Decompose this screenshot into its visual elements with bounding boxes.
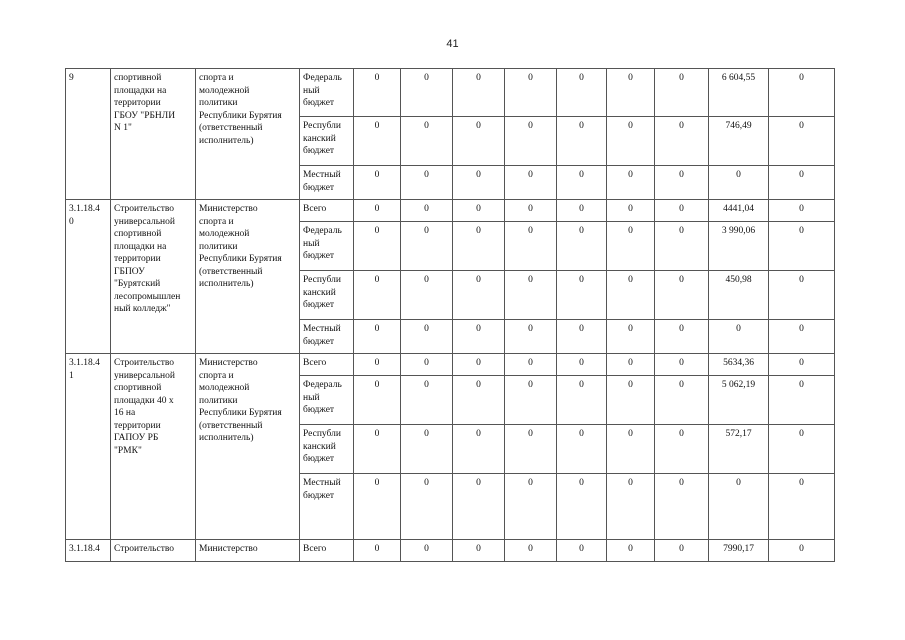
- value-cell: 0: [505, 117, 557, 166]
- value-cell: 3 990,06: [709, 222, 769, 271]
- value-cell: 0: [655, 222, 709, 271]
- value-cell: 0: [607, 166, 655, 200]
- value-cell: 0: [709, 474, 769, 540]
- value-cell: 0: [354, 376, 401, 425]
- row-code: 3.1.18.4: [66, 540, 111, 562]
- value-cell: 0: [607, 354, 655, 376]
- value-cell: 0: [354, 200, 401, 222]
- table-row: [66, 540, 835, 562]
- value-cell: 0: [505, 271, 557, 320]
- value-cell: 0: [354, 166, 401, 200]
- value-cell: 0: [769, 271, 835, 320]
- value-cell: 0: [709, 166, 769, 200]
- value-cell: 0: [655, 354, 709, 376]
- value-cell: 0: [354, 117, 401, 166]
- value-cell: 0: [401, 425, 453, 474]
- funding-source: Всего: [300, 540, 354, 562]
- value-cell: 0: [505, 166, 557, 200]
- value-cell: 0: [607, 425, 655, 474]
- value-cell: 0: [505, 376, 557, 425]
- funding-source: Федераль ный бюджет: [300, 376, 354, 425]
- value-cell: 0: [769, 222, 835, 271]
- value-cell: 0: [655, 69, 709, 117]
- value-cell: 0: [453, 320, 505, 354]
- value-cell: 0: [557, 474, 607, 540]
- row-executor: Министерство: [196, 540, 300, 562]
- value-cell: 572,17: [709, 425, 769, 474]
- value-cell: 0: [557, 376, 607, 425]
- value-cell: 0: [453, 376, 505, 425]
- value-cell: 0: [401, 354, 453, 376]
- value-cell: 0: [557, 425, 607, 474]
- funding-source: Республи канский бюджет: [300, 117, 354, 166]
- value-cell: 0: [769, 354, 835, 376]
- row-executor: Министерство спорта и молодежной политики Республики Бурятия (ответственный исполнитель): [196, 354, 300, 540]
- page-number: 41: [446, 38, 459, 50]
- value-cell: 0: [607, 117, 655, 166]
- value-cell: 0: [453, 474, 505, 540]
- value-cell: 0: [505, 320, 557, 354]
- value-cell: 0: [401, 540, 453, 562]
- value-cell: 6 604,55: [709, 69, 769, 117]
- funding-source: Республи канский бюджет: [300, 425, 354, 474]
- budget-table: [65, 68, 835, 562]
- value-cell: 0: [655, 117, 709, 166]
- value-cell: 0: [655, 320, 709, 354]
- value-cell: 0: [354, 222, 401, 271]
- value-cell: 0: [655, 425, 709, 474]
- value-cell: 0: [607, 69, 655, 117]
- value-cell: 0: [769, 200, 835, 222]
- value-cell: 0: [769, 474, 835, 540]
- value-cell: 0: [401, 166, 453, 200]
- row-name: Строительство универсальной спортивной площадки 40 x 16 на территории ГАПОУ РБ "РМК": [111, 354, 196, 540]
- value-cell: 450,98: [709, 271, 769, 320]
- value-cell: 0: [655, 200, 709, 222]
- table-row: [66, 200, 835, 222]
- value-cell: 0: [505, 222, 557, 271]
- value-cell: 0: [607, 200, 655, 222]
- value-cell: 0: [401, 474, 453, 540]
- value-cell: 0: [505, 474, 557, 540]
- funding-source: Всего: [300, 354, 354, 376]
- value-cell: 0: [354, 540, 401, 562]
- value-cell: 0: [401, 200, 453, 222]
- value-cell: 0: [607, 320, 655, 354]
- value-cell: 0: [453, 69, 505, 117]
- value-cell: 0: [655, 166, 709, 200]
- value-cell: 0: [655, 271, 709, 320]
- value-cell: 0: [453, 425, 505, 474]
- value-cell: 0: [453, 166, 505, 200]
- funding-source: Федераль ный бюджет: [300, 222, 354, 271]
- value-cell: 0: [453, 117, 505, 166]
- value-cell: 0: [655, 540, 709, 562]
- value-cell: 0: [607, 222, 655, 271]
- funding-source: Федераль ный бюджет: [300, 69, 354, 117]
- value-cell: 0: [354, 474, 401, 540]
- value-cell: 0: [505, 200, 557, 222]
- funding-source: Местный бюджет: [300, 166, 354, 200]
- value-cell: 0: [505, 354, 557, 376]
- value-cell: 0: [453, 540, 505, 562]
- value-cell: 0: [354, 425, 401, 474]
- value-cell: 0: [557, 271, 607, 320]
- value-cell: 0: [769, 425, 835, 474]
- value-cell: 0: [709, 320, 769, 354]
- value-cell: 0: [557, 200, 607, 222]
- value-cell: 4441,04: [709, 200, 769, 222]
- value-cell: 0: [401, 271, 453, 320]
- table-row: [66, 354, 835, 376]
- row-code: 3.1.18.4 1: [66, 354, 111, 540]
- value-cell: 0: [505, 69, 557, 117]
- value-cell: 0: [769, 376, 835, 425]
- row-code: 9: [66, 69, 111, 200]
- value-cell: 0: [505, 540, 557, 562]
- row-name: спортивной площадки на территории ГБОУ "РБНЛИ N 1": [111, 69, 196, 200]
- value-cell: 0: [557, 222, 607, 271]
- value-cell: 0: [401, 320, 453, 354]
- value-cell: 746,49: [709, 117, 769, 166]
- value-cell: 7990,17: [709, 540, 769, 562]
- value-cell: 0: [769, 166, 835, 200]
- value-cell: 0: [655, 376, 709, 425]
- value-cell: 0: [607, 271, 655, 320]
- value-cell: 0: [655, 474, 709, 540]
- value-cell: 0: [769, 117, 835, 166]
- value-cell: 0: [557, 166, 607, 200]
- row-executor: спорта и молодежной политики Республики Бурятия (ответственный исполнитель): [196, 69, 300, 200]
- value-cell: 0: [453, 222, 505, 271]
- value-cell: 0: [607, 376, 655, 425]
- value-cell: 0: [401, 376, 453, 425]
- value-cell: 0: [354, 320, 401, 354]
- value-cell: 0: [557, 354, 607, 376]
- value-cell: 0: [453, 354, 505, 376]
- value-cell: 0: [354, 354, 401, 376]
- value-cell: 0: [769, 69, 835, 117]
- table-row: [66, 69, 835, 117]
- funding-source: Всего: [300, 200, 354, 222]
- value-cell: 5 062,19: [709, 376, 769, 425]
- value-cell: 0: [354, 271, 401, 320]
- value-cell: 0: [401, 69, 453, 117]
- value-cell: 0: [557, 69, 607, 117]
- value-cell: 0: [557, 117, 607, 166]
- value-cell: 0: [354, 69, 401, 117]
- value-cell: 0: [401, 222, 453, 271]
- value-cell: 0: [505, 425, 557, 474]
- funding-source: Республи канский бюджет: [300, 271, 354, 320]
- value-cell: 0: [769, 540, 835, 562]
- funding-source: Местный бюджет: [300, 320, 354, 354]
- value-cell: 0: [401, 117, 453, 166]
- row-name: Строительство универсальной спортивной площадки на территории ГБПОУ "Бурятский лесопромышлен ный колледж": [111, 200, 196, 354]
- row-name: Строительство: [111, 540, 196, 562]
- value-cell: 5634,36: [709, 354, 769, 376]
- value-cell: 0: [453, 271, 505, 320]
- row-executor: Министерство спорта и молодежной политики Республики Бурятия (ответственный исполнитель): [196, 200, 300, 354]
- value-cell: 0: [557, 320, 607, 354]
- value-cell: 0: [607, 540, 655, 562]
- row-code: 3.1.18.4 0: [66, 200, 111, 354]
- funding-source: Местный бюджет: [300, 474, 354, 540]
- value-cell: 0: [769, 320, 835, 354]
- value-cell: 0: [607, 474, 655, 540]
- value-cell: 0: [557, 540, 607, 562]
- value-cell: 0: [453, 200, 505, 222]
